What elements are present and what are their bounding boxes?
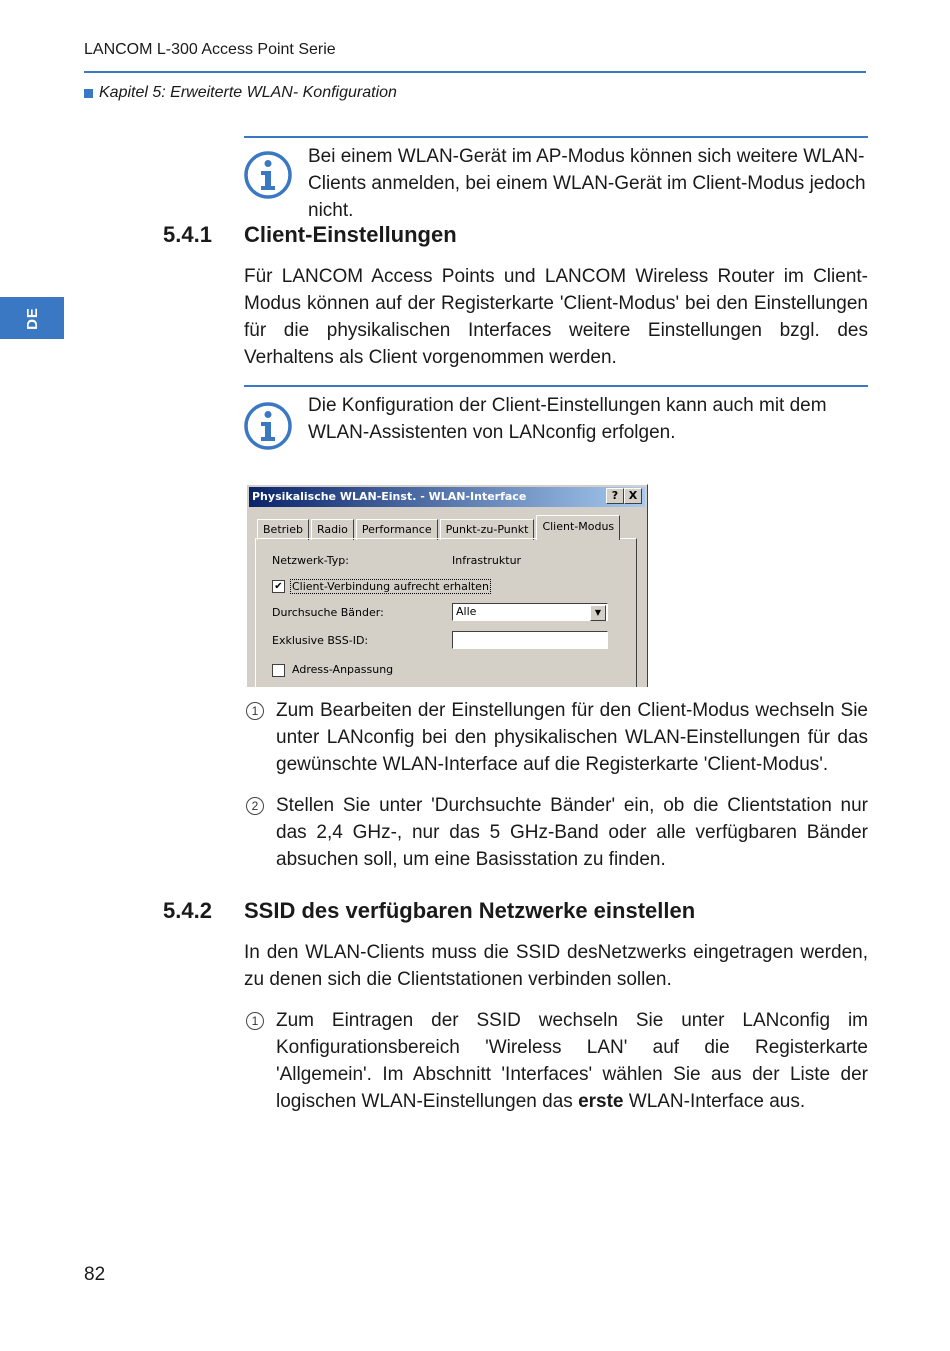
address-adapt-checkbox[interactable]	[272, 664, 285, 677]
running-header-title: LANCOM L-300 Access Point Serie	[84, 41, 336, 58]
dialog-titlebar	[249, 487, 645, 507]
section-541-number: 5.4.1	[163, 222, 212, 247]
bssid-input[interactable]	[452, 631, 608, 649]
language-side-tab-label: DE	[23, 306, 41, 330]
bands-select-value: Alle	[456, 605, 477, 618]
dialog-screenshot	[246, 484, 648, 687]
keep-connection-checkbox[interactable]: ✔	[272, 580, 285, 593]
section-541-paragraph: Für LANCOM Access Points und LANCOM Wireless Router im Client-Modus können auf der Registerkarte 'Client-Modus' bei den Einstellungen für die physikalischen Interfaces weitere Einstellungen bzgl. des Verhaltens als Client vorgenommen werden.	[244, 266, 868, 368]
dialog-title: Physikalische WLAN-Einst. - WLAN-Interface	[252, 490, 527, 503]
step-text: Zum Bearbeiten der Einstellungen für den Client-Modus wechseln Sie unter LANconfig bei den physikalischen WLAN-Einstellungen für das gewünschte WLAN-Interface auf die Registerkarte 'Client-Modus'.	[276, 700, 868, 775]
network-type-label: Netzwerk-Typ:	[272, 554, 349, 567]
info-box-2-rule	[244, 385, 868, 387]
tab-punkt-zu-punkt[interactable]: Punkt-zu-Punkt	[440, 519, 535, 540]
info-icon	[244, 151, 292, 199]
tab-performance[interactable]: Performance	[356, 519, 438, 540]
step-marker: 2	[244, 792, 276, 873]
page-number: 82	[84, 1264, 106, 1285]
chapter-title: Kapitel 5: Erweiterte WLAN- Konfiguration	[99, 84, 397, 101]
step-marker: 1	[244, 1007, 276, 1115]
tab-radio[interactable]: Radio	[311, 519, 354, 540]
section-542-step-1	[244, 1007, 868, 1115]
bands-label: Durchsuche Bänder:	[272, 606, 384, 619]
section-542-number: 5.4.2	[163, 898, 212, 923]
emphasis: erste	[578, 1091, 624, 1112]
bssid-label: Exklusive BSS-ID:	[272, 634, 369, 647]
tab-client-modus[interactable]: Client-Modus	[536, 515, 620, 540]
step-marker: 1	[244, 697, 276, 778]
step-text: Stellen Sie unter 'Durchsuchte Bänder' ein, ob die Clientstation nur das 2,4 GHz-, nur das 5 GHz-Band oder alle verfügbaren Bänder absuchen soll, um eine Basisstation zu finden.	[276, 795, 868, 870]
language-side-tab	[0, 297, 64, 339]
section-541-step-1	[244, 697, 868, 778]
section-542-title: SSID des verfügbaren Netzwerke einstellen	[244, 898, 696, 923]
dialog-tabs	[257, 515, 622, 540]
info-icon	[244, 402, 292, 450]
info-box-2-text: Die Konfiguration der Client-Einstellungen kann auch mit dem WLAN-Assistenten von LANconfig erfolgen.	[308, 395, 827, 443]
address-adapt-label[interactable]: Adress-Anpassung	[292, 663, 394, 676]
tab-betrieb[interactable]: Betrieb	[257, 519, 309, 540]
section-541-step-2	[244, 792, 868, 873]
network-type-value: Infrastruktur	[452, 554, 522, 567]
help-button[interactable]: ?	[606, 488, 624, 504]
chapter-heading	[84, 84, 397, 102]
info-box-1-text: Bei einem WLAN-Gerät im AP-Modus können sich weitere WLAN-Clients anmelden, bei einem WLAN-Gerät im Client-Modus jedoch nicht.	[308, 146, 866, 221]
chapter-bullet-icon	[84, 89, 93, 98]
step-text: Zum Eintragen der SSID wechseln Sie unter LANconfig im Konfigurationsbereich 'Wireless LAN' auf die Registerkarte 'Allgemein'. Im Abschnitt 'Interfaces' wählen Sie aus der Liste der logischen WLAN-Einstellungen das erste WLAN-Interface aus.	[276, 1010, 868, 1112]
close-button[interactable]: X	[624, 488, 642, 504]
header-divider	[84, 71, 866, 73]
client-modus-panel	[255, 538, 637, 687]
info-box-1-rule	[244, 136, 868, 138]
chevron-down-icon[interactable]: ▼	[590, 605, 606, 621]
keep-connection-label[interactable]: Client-Verbindung aufrecht erhalten	[292, 580, 489, 593]
bands-select[interactable]	[452, 603, 608, 621]
section-541-title: Client-Einstellungen	[244, 222, 457, 247]
section-542-paragraph: In den WLAN-Clients muss die SSID desNetzwerks eingetragen werden, zu denen sich die Clientstationen verbinden sollen.	[244, 942, 868, 990]
